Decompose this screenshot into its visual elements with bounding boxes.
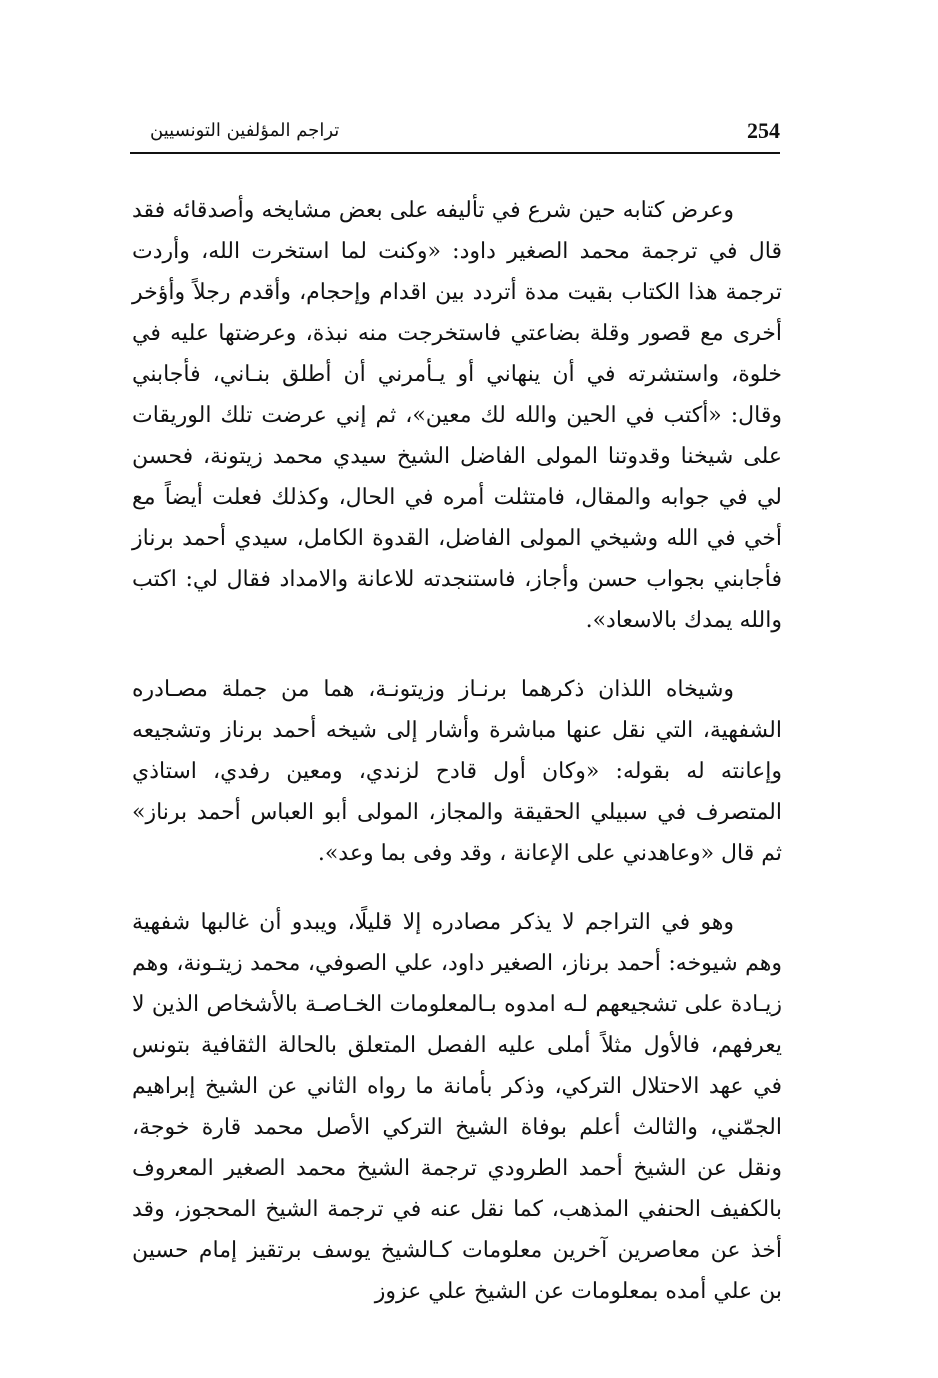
running-header (130, 112, 780, 154)
page-number: 254 (747, 118, 780, 143)
body-text (132, 190, 782, 1312)
paragraph-2: وشيخاه اللذان ذكرهما برنـاز وزيتونـة، هما من جملة مصـادره الشفهية، التي نقل عنها مباشرة وأشار إلى شيخه أحمد برناز وتشجيعه وإعانته له بقوله: «وكان أول قادح لزندي، ومعين رفدي، استاذي المتصرف في سبيلي الحقيقة والمجاز، المولى أبو العباس أحمد برناز» ثم قال «وعاهدني على الإعانة ، وقد وفى بما وعد». (132, 677, 782, 866)
paragraph-1: وعرض كتابه حين شرع في تأليفه على بعض مشايخه وأصدقائه فقد قال في ترجمة محمد الصغير داود: «وكنت لما استخرت الله، وأردت ترجمة هذا الكتاب بقيت مدة أتردد بين اقدام وإحجام، وأقدم رجلاً وأؤخر أخرى مع قصور وقلة بضاعتي فاستخرجت منه نبذة، وعرضتها عليه في خلوة، واستشرته في أن ينهاني أو يـأمرني أن أطلق بنـاني، فأجابني وقال: «أكتب في الحين والله لك معين»، ثم إني عرضت تلك الوريقات على شيخنا وقدوتنا المولى الفاضل الشيخ سيدي محمد زيتونة، فحسن لي في جوابه والمقال، فامتثلت أمره في الحال، وكذلك فعلت أيضاً مع أخي في الله وشيخي المولى الفاضل، القدوة الكامل، سيدي أحمد برناز فأجابني بجواب حسن وأجاز، فاستنجدته للاعانة والامداد فقال لي: اكتب والله يمدك بالاسعاد». (132, 198, 782, 633)
paragraph-3: وهو في التراجم لا يذكر مصادره إلا قليلًا، ويبدو أن غالبها شفهية وهم شيوخه: أحمد برناز، الصغير داود، علي الصوفي، محمد زيتـونة، وهم زيـادة على تشجيعهم لـه امدوه بـالمعلومات الخـاصـة بالأشخاص الذين لا يعرفهم، فالأول مثلاً أملى عليه الفصل المتعلق بالحالة الثقافية بتونس في عهد الاحتلال التركي، وذكر بأمانة ما رواه الثاني عن الشيخ إبراهيم الجمّني، والثالث أعلم بوفاة الشيخ التركي الأصل محمد قارة خوجة، ونقل عن الشيخ أحمد الطرودي ترجمة الشيخ محمد الصغير المعروف بالكفيف الحنفي المذهب، كما نقل عنه في ترجمة الشيخ المحجوز، وقد أخذ عن معاصرين آخرين معلومات كـالشيخ يوسف برتقيز إمام حسين بن علي أمده بمعلومات عن الشيخ علي عزوز (132, 910, 782, 1304)
running-header-title: تراجم المؤلفين التونسيين (150, 120, 340, 141)
